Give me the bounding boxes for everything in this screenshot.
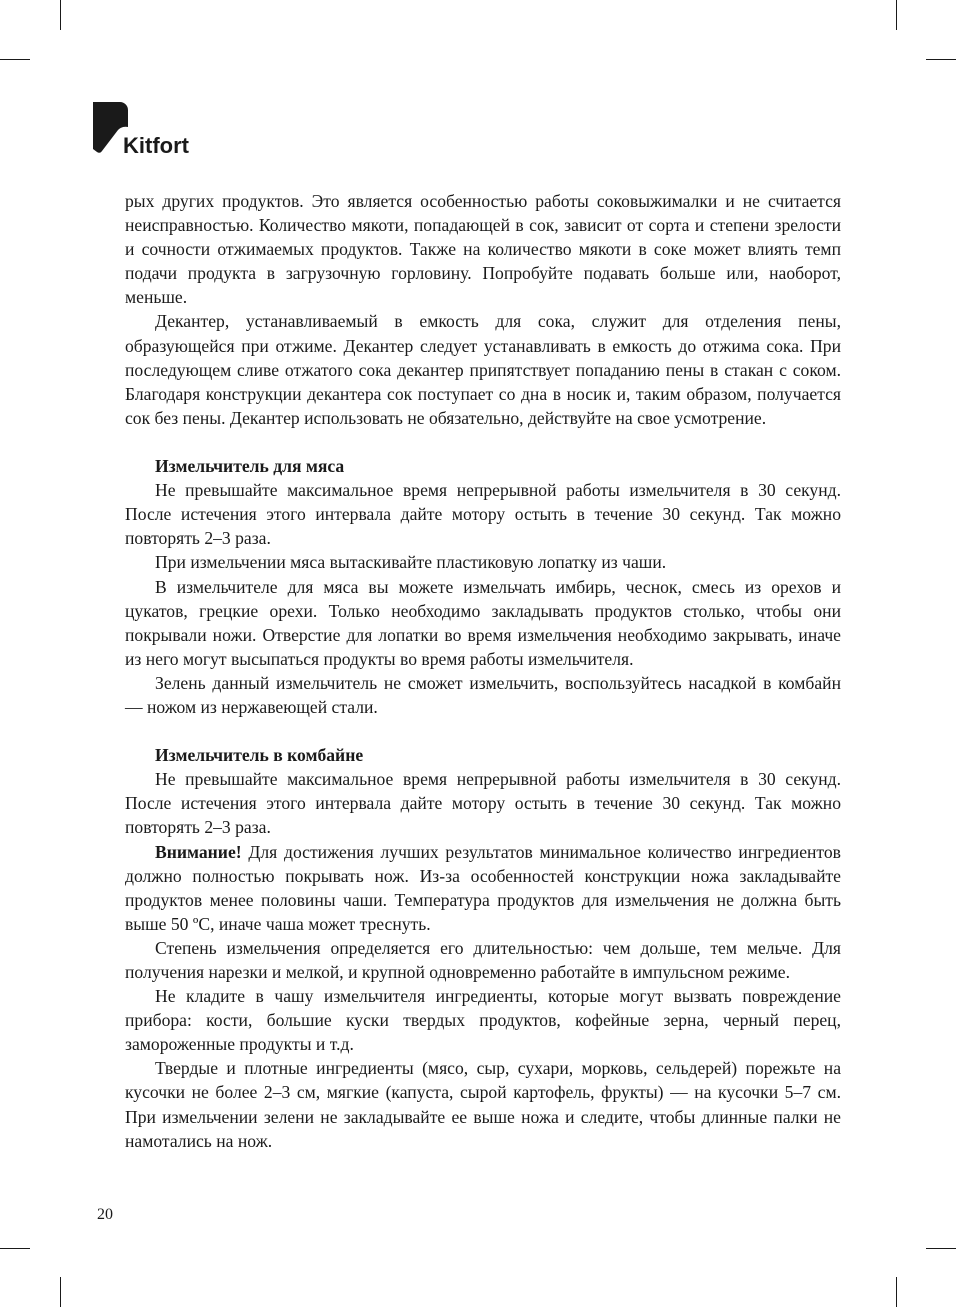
- paragraph-meat-4: Зелень данный измельчитель не сможет измельчить, воспользуйтесь насадкой в комбайн — ножом из нержавеющей стали.: [125, 672, 841, 717]
- crop-mark-bottom-right: [896, 1277, 897, 1307]
- crop-mark-bottom-right-h: [926, 1248, 956, 1249]
- paragraph-combine-1: Не превышайте максимальное время непрерывной работы измельчителя в 30 секунд. После истечения этого интервала дайте мотору остыть в течение 30 секунд. Так можно повторять 2–3 раза.: [125, 769, 841, 838]
- section-heading-combine-grinder: Измельчитель в комбайне: [155, 745, 364, 766]
- section-heading-meat-grinder: Измельчитель для мяса: [155, 456, 345, 477]
- crop-mark-top-left: [60, 0, 61, 30]
- paragraph-warning: [125, 840, 841, 936]
- crop-mark-top-right-h: [926, 59, 956, 60]
- kitfort-logo: [92, 101, 202, 157]
- paragraph-meat-1: Не превышайте максимальное время непрерывной работы измельчителя в 30 секунд. После истечения этого интервала дайте мотору остыть в течение 30 секунд. Так можно повторять 2–3 раза.: [125, 480, 841, 549]
- crop-mark-top-right: [896, 0, 897, 30]
- crop-mark-top-left-h: [0, 59, 30, 60]
- warning-label: Внимание!: [155, 841, 242, 862]
- paragraph-combine-4: Твердые и плотные ингредиенты (мясо, сыр, сухари, морковь, сельдерей) порежьте на кусочки не более 2–3 см, мягкие (капуста, сырой картофель, фрукты) — на кусочки 5–7 см. При измельчении зелени не закладывайте ее выше ножа и следите, чтобы длинные палки не намотались на нож.: [125, 1058, 841, 1151]
- paragraph-intro-1: рых других продуктов. Это является особенностью работы соковыжималки и не считается неисправностью. Количество мякоти, попадающей в сок, зависит от сорта и степени зрелости и сочности отжимаемых продуктов. Также на количество мякоти в соке может влиять темп подачи продукта в загрузочную горловину. Попробуйте подавать больше или, наоборот, меньше.: [125, 191, 841, 308]
- warning-text: Для достижения лучших результатов минимальное количество ингредиентов должно полностью покрывать нож. Из-за особенностей конструкции ножа закладывайте продуктов менее половины чаши. Температура продуктов для измельчения не должна быть выше 50 ºС, иначе чаша может треснуть.: [125, 841, 841, 934]
- paragraph-meat-3: В измельчителе для мяса вы можете измельчать имбирь, чеснок, смесь из орехов и цукатов, грецкие орехи. Только необходимо закладывать продуктов столько, чтобы они покрывали ножи. Отверстие для лопатки во время измельчения необходимо закрывать, иначе из него могут высыпаться продукты во время работы измельчителя.: [125, 576, 841, 669]
- paragraph-intro-2: Декантер, устанавливаемый в емкость для сока, служит для отделения пены, образующейся при отжиме. Декантер следует устанавливать в емкость до отжима сока. При последующем сливе отжатого сока декантер припятствует попаданию пены в стакан с соком. Благодаря конструкции декантера сок поступает со дна в носик и, таким образом, получается сок без пены. Декантер использовать не обязательно, действуйте на свое усмотрение.: [125, 311, 841, 428]
- svg-text:Kitfort: Kitfort: [123, 133, 189, 157]
- paragraph-meat-2: При измельчении мяса вытаскивайте пластиковую лопатку из чаши.: [155, 552, 667, 573]
- document-body: [125, 189, 841, 1153]
- kitfort-logo-icon: [92, 101, 202, 157]
- paragraph-combine-2: Степень измельчения определяется его длительностью: чем дольше, тем мельче. Для получения нарезки и мелкой, и крупной одновременно работайте в импульсном режиме.: [125, 937, 841, 982]
- page-number: 20: [97, 1206, 113, 1223]
- paragraph-combine-3: Не кладите в чашу измельчителя ингредиенты, которые могут вызвать повреждение прибора: кости, большие куски твердых продуктов, кофейные зерна, черный перец, замороженные продукты и т.д.: [125, 986, 841, 1055]
- crop-mark-bottom-left-h: [0, 1248, 30, 1249]
- crop-mark-bottom-left: [60, 1277, 61, 1307]
